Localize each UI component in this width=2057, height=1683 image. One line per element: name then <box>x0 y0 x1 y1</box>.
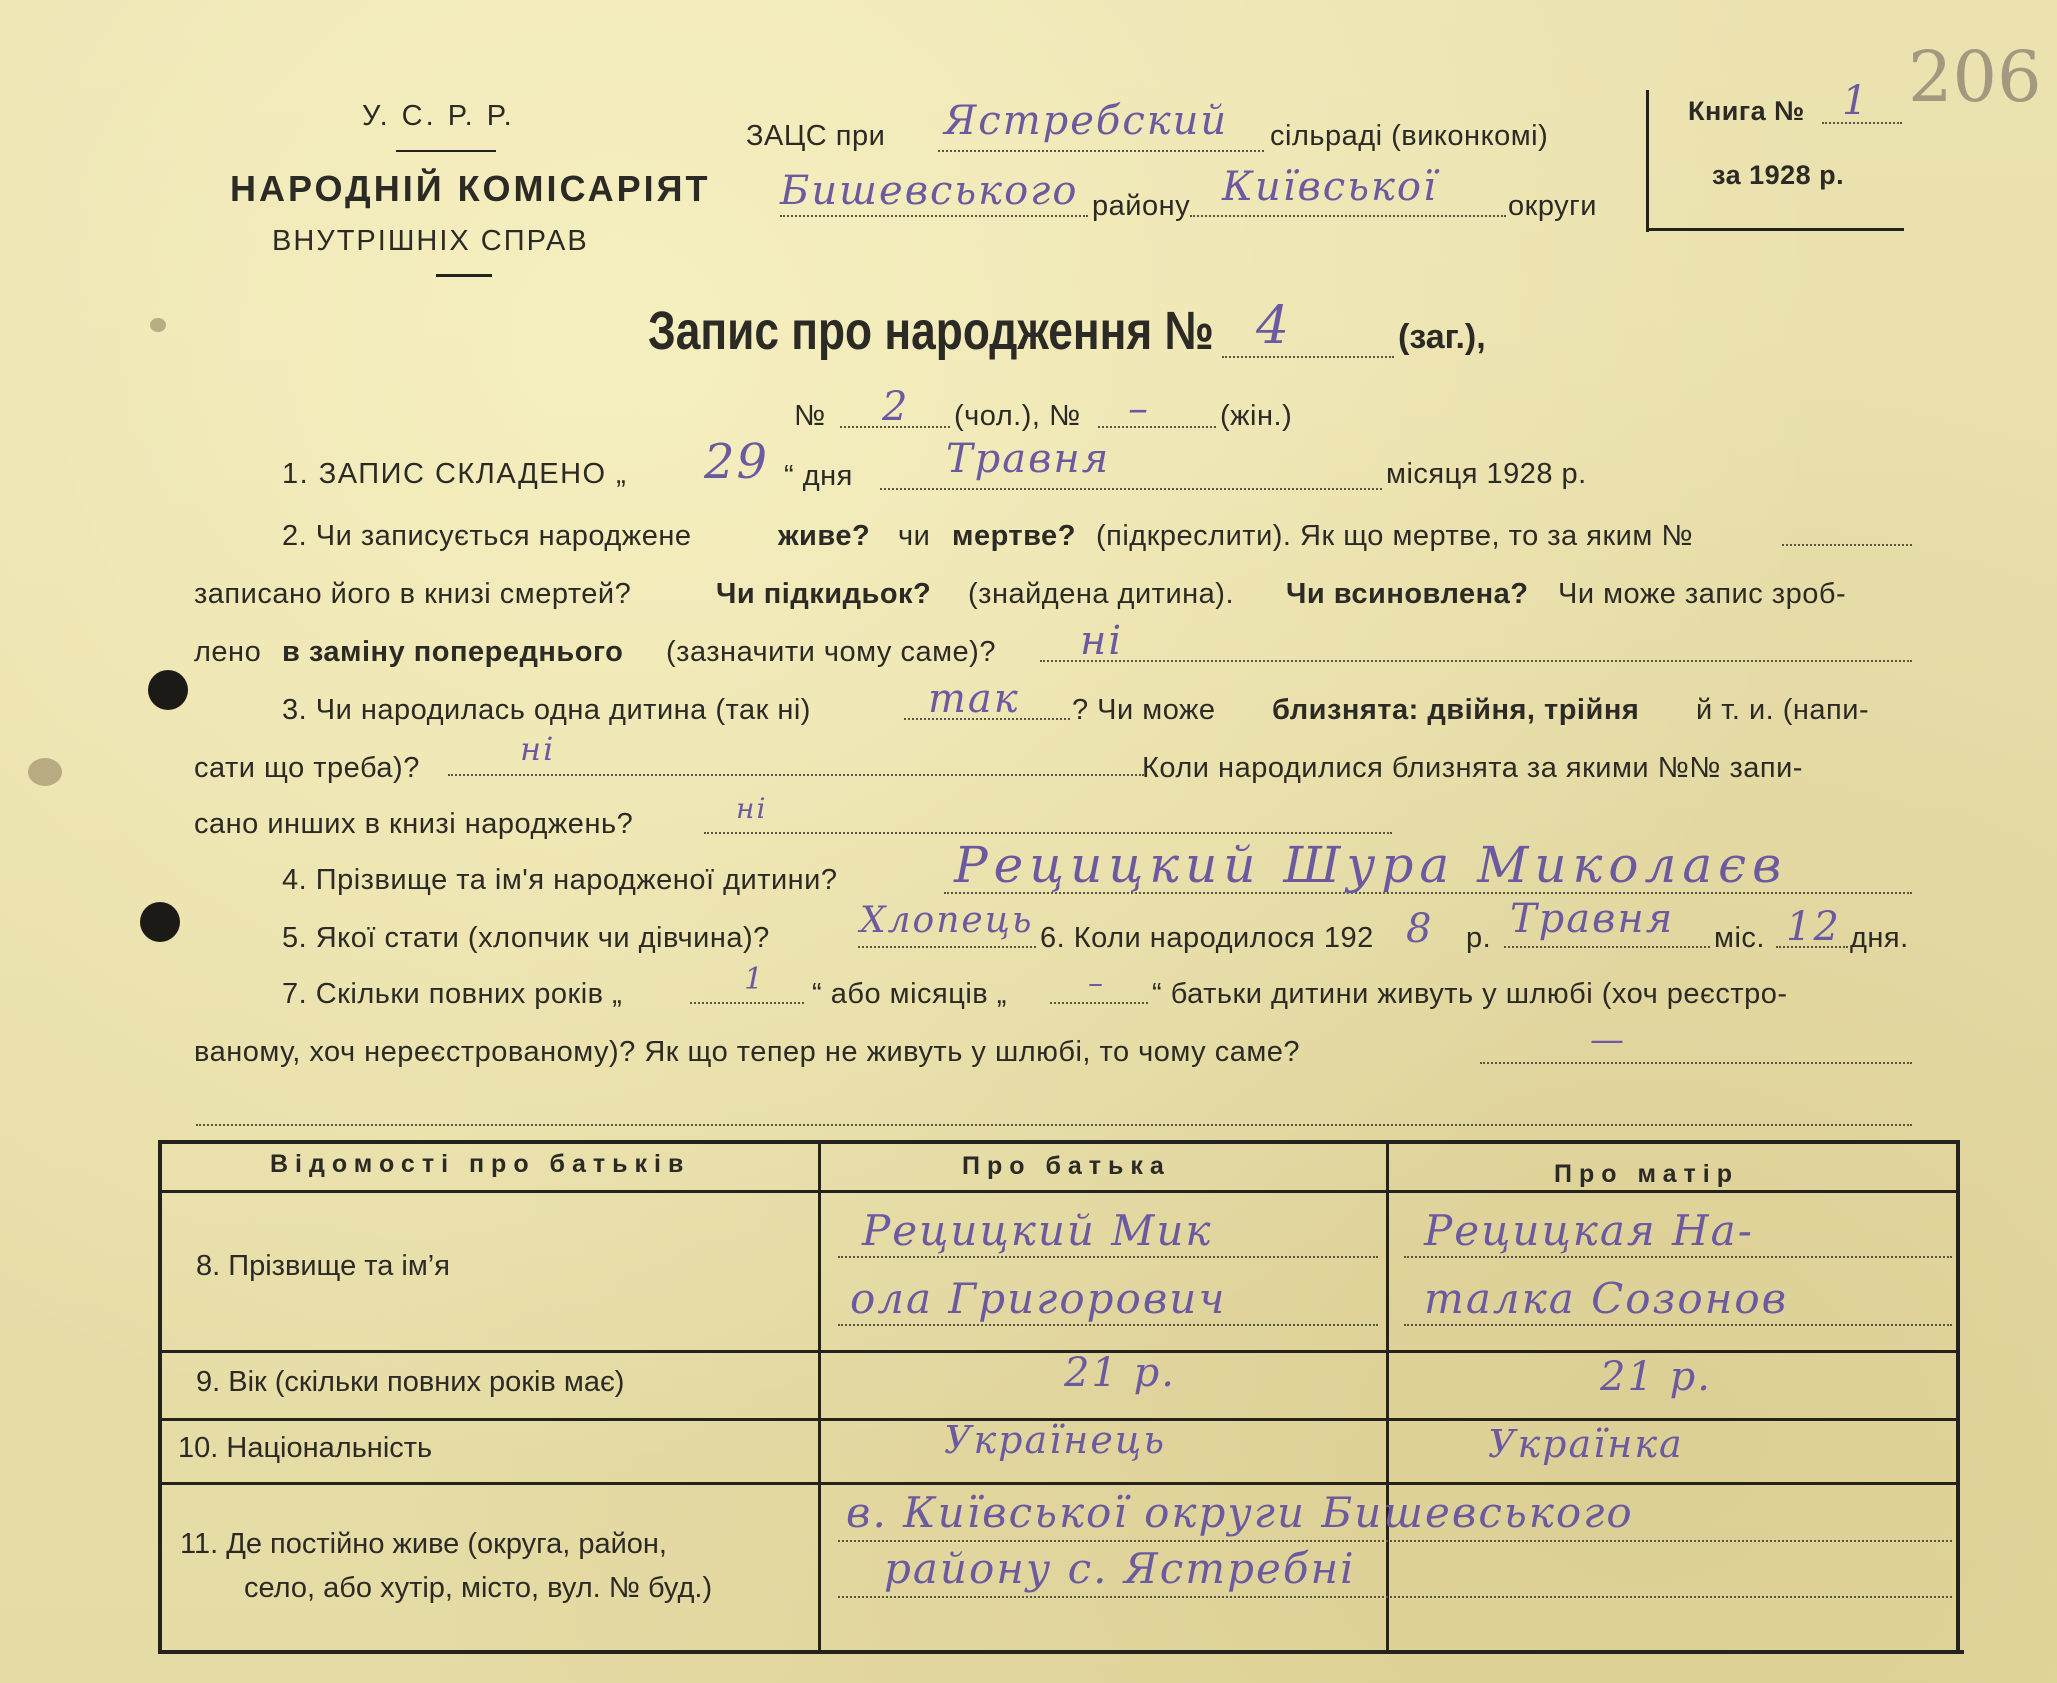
book-label: Книга № <box>1688 96 1805 126</box>
q1-mid: “ дня <box>784 460 853 492</box>
punch-hole <box>140 902 180 942</box>
table-row-divider-3 <box>158 1482 1960 1485</box>
q1-month-handwritten: Травня <box>946 436 1111 482</box>
q2-replace: в заміну попереднього <box>282 636 624 668</box>
father-age-handwritten: 21 р. <box>1064 1350 1176 1396</box>
address-handwritten-2: району с. Ястребні <box>884 1544 1356 1593</box>
divider <box>436 274 492 277</box>
q6-text-c: міс. <box>1714 922 1765 954</box>
q4-answer-handwritten: Рецицкий Шура Миколаєв <box>954 836 1788 894</box>
q3-answer3-handwritten: ні <box>736 792 768 825</box>
mother-name-handwritten-1: Рецицкая На- <box>1424 1206 1754 1255</box>
q2-adopted: Чи всиновлена? <box>1286 578 1529 610</box>
table-top-border <box>158 1140 1960 1144</box>
q1-suffix: місяця 1928 р. <box>1386 458 1587 490</box>
q2-answer-handwritten: ні <box>1080 618 1124 664</box>
record-number-handwritten: 4 <box>1256 296 1292 356</box>
female-label: (жін.) <box>1220 400 1293 432</box>
q2-line2-a: записано його в книзі смертей? <box>194 578 632 610</box>
mother-name-handwritten-2: талка Созонов <box>1424 1274 1789 1323</box>
table-bottom-border <box>158 1650 1964 1654</box>
address-handwritten-1: в. Київської округи Бишевського <box>846 1488 1634 1537</box>
table-col-divider-1 <box>818 1140 821 1654</box>
internal-affairs: ВНУТРІШНІХ СПРАВ <box>272 225 589 257</box>
q2-alive: живе? <box>778 520 871 552</box>
q2-line3-a: лено <box>194 636 262 668</box>
q2-or: чи <box>898 520 931 552</box>
row11-label-1: 11. Де постійно живе (округа, район, <box>180 1528 667 1560</box>
q4-text: 4. Прізвище та ім'я народженої дитини? <box>282 864 838 896</box>
father-name-handwritten-2: ола Григорович <box>850 1274 1227 1323</box>
village-suffix: сільраді (виконкомі) <box>1270 120 1549 152</box>
q2-text-a: 2. Чи записується народжене <box>282 520 692 552</box>
q3-line2-b: Коли народилися близнята за якими №№ запи- <box>1142 752 1803 784</box>
q1-prefix: 1. ЗАПИС СКЛАДЕНО „ <box>282 458 628 490</box>
row10-label: 10. Національність <box>178 1432 433 1464</box>
q3-text-b: ? Чи може <box>1072 694 1216 726</box>
punch-hole <box>148 670 188 710</box>
q3-text-c: й т. и. (напи- <box>1696 694 1870 726</box>
q3-line2-a: сати що треба)? <box>194 752 420 784</box>
table-col-divider-2 <box>1386 1140 1389 1654</box>
q3-answer-handwritten: так <box>928 676 1020 722</box>
divider <box>396 150 496 152</box>
district-handwritten: Бишевського <box>780 168 1079 214</box>
year-label: за 1928 р. <box>1712 160 1845 190</box>
mother-age-handwritten: 21 р. <box>1600 1354 1712 1400</box>
book-box-bottom-border <box>1646 228 1904 231</box>
corner-number-handwritten: 206 <box>1908 36 2042 118</box>
title-suffix: (заг.), <box>1398 318 1486 356</box>
q7-line2: ваному, хоч нереєстрованому)? Як що тепер не живуть у шлюбі, то чому саме? <box>194 1036 1301 1068</box>
q3-line3-a: сано инших в книзі народжень? <box>194 808 634 840</box>
female-number-handwritten: – <box>1128 386 1150 432</box>
q6-text-d: дня. <box>1850 922 1909 954</box>
q6-text-b: р. <box>1466 922 1492 954</box>
q3-answer2-handwritten: ні <box>520 730 556 768</box>
mother-nationality-handwritten: Українка <box>1488 1422 1684 1466</box>
table-header-divider <box>158 1190 1960 1193</box>
row11-label-2: село, або хутір, місто, вул. № буд.) <box>244 1572 713 1604</box>
okrug-handwritten: Київської <box>1222 164 1438 210</box>
q5-answer-handwritten: Хлопець <box>860 900 1034 941</box>
stain <box>28 758 62 786</box>
male-label: (чол.), № <box>954 400 1081 432</box>
q2-dead: мертве? <box>952 520 1076 552</box>
male-number-label: № <box>794 400 826 432</box>
record-title: Запис про народження № <box>648 301 1214 361</box>
q7-text-c: “ батьки дитини живуть у шлюбі (хоч реєстро- <box>1152 978 1788 1010</box>
table-left-border <box>158 1140 162 1654</box>
q6-month-handwritten: Травня <box>1510 896 1675 942</box>
father-nationality-handwritten: Українець <box>944 1418 1167 1462</box>
table-col3-header: Про матір <box>1554 1160 1739 1188</box>
q6-text-a: 6. Коли народилося 192 <box>1040 922 1374 954</box>
row9-label: 9. Вік (скільки повних років має) <box>196 1366 625 1398</box>
q2-foundling: Чи підкидьок? <box>716 578 932 610</box>
q7-text-a: 7. Скільки повних років „ <box>282 978 623 1010</box>
q1-day-handwritten: 29 <box>704 434 770 490</box>
okrug-label: округи <box>1508 190 1597 222</box>
father-name-handwritten-1: Рецицкий Мик <box>862 1206 1213 1255</box>
table-col1-header: Відомості про батьків <box>270 1150 691 1178</box>
book-number-handwritten: 1 <box>1842 78 1870 124</box>
q2-line2-c: Чи може запис зроб- <box>1558 578 1847 610</box>
table-col2-header: Про батька <box>962 1152 1171 1180</box>
q6-year-handwritten: 8 <box>1406 906 1434 952</box>
q7-months-handwritten: – <box>1088 966 1105 1001</box>
book-box-left-border <box>1646 90 1649 232</box>
village-handwritten: Ястребский <box>944 98 1229 144</box>
q7-text-b: “ або місяців „ <box>812 978 1007 1010</box>
stain <box>150 318 166 332</box>
male-number-handwritten: 2 <box>882 384 910 430</box>
q5-text: 5. Якої стати (хлопчик чи дівчина)? <box>282 922 770 954</box>
q2-text-b: (підкреслити). Як що мертве, то за яким № <box>1096 520 1693 552</box>
q3-twins: близнята: двійня, трійня <box>1272 694 1640 726</box>
zags-prefix: ЗАЦС при <box>746 120 886 152</box>
q7-years-handwritten: 1 <box>744 962 766 997</box>
q3-text-a: 3. Чи народилась одна дитина (так ні) <box>282 694 811 726</box>
district-label: району <box>1092 190 1191 222</box>
commissariat-title: НАРОДНІЙ КОМІСАРІЯТ <box>230 168 711 209</box>
q6-day-handwritten: 12 <box>1786 904 1841 950</box>
row8-label: 8. Прізвище та ім’я <box>196 1250 450 1282</box>
table-row-divider-1 <box>158 1350 1960 1353</box>
q2-line2-b: (знайдена дитина). <box>968 578 1235 610</box>
q2-line3-b: (зазначити чому саме)? <box>666 636 996 668</box>
q7-answer-handwritten: — <box>1590 1020 1626 1060</box>
table-right-border <box>1956 1140 1960 1654</box>
ussr-header: У. С. Р. Р. <box>362 100 515 132</box>
